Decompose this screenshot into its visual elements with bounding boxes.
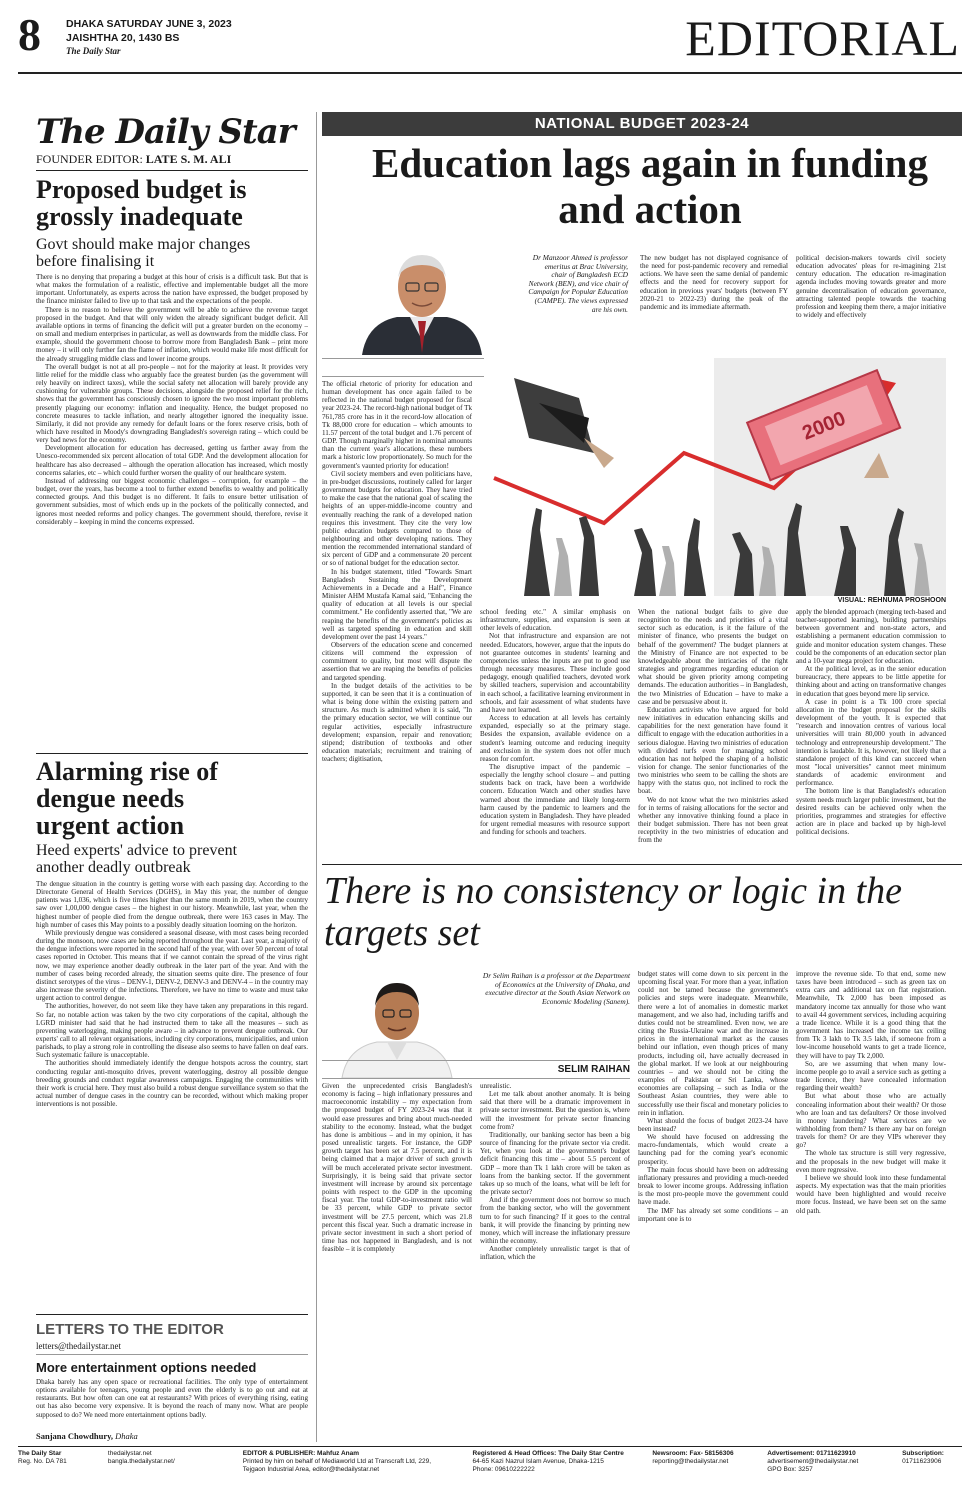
article1-para: Observers of the education scene and concerned citizens will commend the expression of commitment to quality, but most will dispute the assertion that we are reaping the benefits of policies and targeted spending. [322,641,472,682]
article2-para: Let me talk about another anomaly. It is being said that there will be a dramatic improvement in private sector investment. But the question is, where will the investment for private sector financing come from? [480,1090,630,1131]
editorial1-body [36,273,308,749]
article2-para: improve the revenue side. To that end, some new taxes have been introduced – such as green tax on extra cars and additional tax on flat registration. Meanwhile, Tk 2,000 has been imposed as mandatory income tax annually for those who want to avail 44 government services, including acquiring a trade licence. While it is a good thing that the government has increased the income tax ceiling from Tk 3 lakh to Tk 3.5 lakh, if someone from a low-income household wants to get a trade licence, they will have to pay Tk 2,000. [796,970,946,1060]
footer-col [902,1450,962,1490]
footer-col-title: The Daily Star [18,1450,62,1457]
svg-text:2000: 2000 [799,407,849,445]
founder-editor [36,152,231,167]
letter-text: Dhaka barely has any open space or recreational facilities. The only type of entertainment options available for teenagers, young people and even the elderly is to go out and eat at restaurants. But how often can one eat at restaurants? With prices of everything rising, eating out has also become very expensive. It is beyond the reach of many now. What are people supposed to do? We need more entertainment options badly. [36,1378,308,1419]
article2-para: What should the focus of budget 2023-24 have been instead? [638,1116,788,1133]
letter-place: Dhaka [115,1431,138,1441]
author1-bio: Dr Manzoor Ahmed is professor emeritus at Brac University, chair of Bangladesh ECD Network (BEN), and vice chair of Campaign for Popular Education (CAMPE). The views expressed are his own. [528,253,628,314]
article2-para: Given the unprecedented crisis Bangladesh's economy is facing – high inflationary pressures and macroeconomic instability – my expectation from the proposed budget of FY 2023-24 was that it would ease pressures and bring about much-needed stability to the economy. Instead, what the budget has done is ambitious – and in my opinion, it has posed unrealistic targets. For instance, the GDP growth target has been set at 7.5 percent, and it is being claimed that a major driver of such growth will be much accelerated private sector investment. Surprisingly, it is being said that private sector investment will increase by around six percentage points with respect to the GDP in the upcoming fiscal year. The total GDP-to-investment ratio will be 33 percent, while GDP to private sector investment will be 27.5 percent, which was 21.8 percent this fiscal year. Such a dramatic increase in private sector investment in such a short period of time has not happened in Bangladesh, and is not feasible – it is completely [322,1082,472,1254]
footer-col [652,1450,757,1490]
article2-para: We should have focused on addressing the macro-fundamentals, which would create a launching pad for the coming year's economic prosperity. [638,1133,788,1166]
article1-para: Education activists who have argued for bold new initiatives in education enhancing skills and capabilities for the next generation have found it difficult to engage with the education authorities in a serious dialogue. Having two ministries of education with divided turfs even for managing school education has not helped the shaping of a holistic vision for change. The senior functionaries of the two ministries who seem to be calling the shots are happy with the status quo, not inclined to rock the boat. [638,705,788,796]
kicker-text: NATIONAL BUDGET 2023-24 [534,115,750,132]
article1-para: A case in point is a Tk 100 crore special allocation in the budget proposal for the skills development of the youth. It is expected that "research and innovation centres of various local universities will train 80,000 youth in advanced technology and entrepreneurship development." The intention is laudable. It is, however, not likely that a standalone project of this kind can succeed when most "local universities" cannot meet minimum standards of academic environment and performance. [796,697,946,788]
article2-para: Another completely unrealistic target is that of inflation, which the [480,1245,630,1262]
letter-author: Sanjana Chowdhury, [36,1431,114,1441]
article1-col-b3 [796,608,946,860]
article2-para: budget states will come down to six percent in the upcoming fiscal year. For more than a year, inflation could not be tamed because the government's policies and steps were inadequate. Meanwhile, there were a lot of anomalies in domestic market management, and we also had, including tariffs and duties could not be streamlined. Even now, we are citing the Russia-Ukraine war and the increase in prices in the international market as the causes behind our inflation, even though prices of many products, including oil, have actually decreased in the global market. If we look at our neighbouring countries – and we should not be citing the examples of Pakistan or Sri Lanka, whose economies are collapsing – such as India or the Southeast Asian countries, they were able to successfully use their fiscal and monetary policies to rein in inflation. [638,970,788,1117]
letters-heading: LETTERS TO THE EDITOR [36,1321,224,1338]
article2-para: I believe we should look into these fundamental aspects. My expectation was that the main priorities would have been highlighted and would receive more focus. Instead, we have been set on the same old path. [796,1173,946,1215]
footer-col [473,1450,643,1490]
article-separator [322,864,962,865]
article1-para: Civil society members and even politicians have, in pre-budget discussions, routinely called for larger government budgets for education. They have tried to make the case that the national goal of scaling the heights of an upper-middle-income country and eventually reaching the rank of a developed nation requires this investment. They cite the very low public education budgets compared to those of neighbouring and other developing nations. They mention the recommended international standard of six percent of GDP and a commensurate 20 percent or so of national budget for the education sector. [322,469,472,568]
illustration-hands-money [484,358,946,596]
article2-para: The IMF has already set some conditions – an important one is to [638,1206,788,1223]
footer-col [767,1450,892,1490]
column-divider [316,112,317,1442]
article2-para: unrealistic. [480,1082,512,1090]
paper-name-small: The Daily Star [66,46,121,56]
founder-label: FOUNDER EDITOR: [36,152,143,166]
editorial1-para: There is no reason to believe the government will be able to achieve the revenue target proposed in the budget. And that will only widen the already significant budget deficit. All available options in terms of financing the deficit will put a greater burden on the economy – on small and medium enterprises in particular, as well as downwards from the middle class. For example, should the government choose to borrow more from Bangladesh Bank – print more money – it will only further fan the flame of inflation, which would make life most difficult for the already struggling middle class and lower income groups. [36,305,308,363]
editorial2-title: Alarming rise of dengue needs urgent action [36,757,218,840]
article2-para: And if the government does not borrow so much from the banking sector, who will the government turn to for such financing? If it goes to the central bank, it will provide the financing by printing new money, which will increase the inflationary pressure within the economy. [480,1196,630,1245]
editorial2-body [36,880,308,1305]
footer-col [243,1450,463,1490]
article2-col3 [638,970,788,1440]
article1-para: The bottom line is that Bangladesh's education system needs much larger public investment, but the desired results can be achieved only when the priorities, programmes and strategies for effective action are in place and backed up by high-level political decisions. [796,787,946,837]
author2-photo [322,968,472,1078]
date-line: DHAKA SATURDAY JUNE 3, 2023 [66,18,232,30]
editorial1-para: There is no denying that preparing a budget at this hour of crisis is a difficult task. But that is what makes the formulation of a realistic, effective and implementable budget all the more important. Unfortunately, as experts across the nation have expressed, the budget proposed by the finance minister failed to live up to that task and the expectations of the people. [36,273,308,306]
footer-col-title: Advertisement: 01711623910 [767,1450,856,1457]
sidebar-rule-3 [36,1314,308,1315]
letter-body [36,1378,308,1428]
footer-col-title: Registered & Head Offices: The Daily Star Centre [472,1450,624,1457]
bangla-date: JAISHTHA 20, 1430 BS [66,32,180,44]
article1-para: Not that infrastructure and expansion are not needed. Educators, however, argue that the inputs do not guarantee outcomes in students' learning and competencies unless the inputs are put to good use through necessary measures. These include good pedagogy, enough qualified teachers, devoted work by skilled teachers, supervision and accountability in each school, a facilitative learning environment in schools, and fair assessment of what students have and have not learned. [480,632,630,714]
footer-col-title: Newsroom: Fax- 58156306 [652,1450,734,1457]
article2-para: Traditionally, our banking sector has been a big source of financing for the private sector via credit. Yet, when you look at the government's budget deficit financing this time – about 5.5 percent of GDP – more than Tk 1 lakh crore will be taken as loans from the banking sector. If the government takes up so much of the loans, what will be left for the private sector? [480,1130,630,1197]
article1-para: In the budget details of the activities to be supported, it can be seen that it is a continuation of what is being done within the existing pattern and structure. As much is admitted when it is said, "In the primary education sector, we will continue our regular activities, especially infrastructure development; expansion, repair and renovation; stipend; distribution of textbooks and other education materials; recruitment and training of teachers; digitisation, [322,681,472,764]
article1-para: political decision-makers towards civil society education advocates' pleas for re-imagining 21st century education. The education re-imagination agenda includes moving towards greater and more genuine decentralisation of education governance, attracting talented people towards the teaching profession and keeping them there, a major initiative to widely and effectively [796,254,946,320]
author2-rule [322,1060,630,1061]
footer-col [108,1450,233,1490]
article1-para: Access to education at all levels has certainly expanded, especially so at the primary stage. Besides the expansion, available evidence on a student's learning outcome and reducing inequity and exclusion in the system does not offer much reason for comfort. [480,714,630,763]
editorial2-subtitle: Heed experts' advice to prevent another deadly outbreak [36,842,238,876]
portrait-selim [322,968,472,1078]
logo: The Daily Star [36,112,295,152]
letters-email[interactable]: letters@thedailystar.net [36,1341,122,1351]
sidebar-rule-2 [36,753,308,754]
author2-rule-bottom [322,1078,630,1079]
article1-para: We do not know what the two ministries asked for in terms of raising allocations for the sector and whether any innovative thinking found a place in their budget submission. There has not been great receptivity in the two ministries of education and from the [638,795,788,845]
footer-rule [18,1446,962,1447]
editorial1-title: Proposed budget is grossly inadequate [36,175,247,231]
article2-para: The main focus should have been on addressing inflationary pressures and providing a much-needed break to lower income groups. Addressing inflation is the most pro-people move the government could have made. [638,1165,788,1207]
footer-line: Reg. No. DA 781 [18,1458,67,1465]
article1-col-b1 [480,608,630,860]
footer-col [18,1450,98,1490]
letters-rule [36,1354,308,1355]
footer [18,1450,962,1490]
article2-col2 [480,1082,630,1440]
footer-line: GPO Box: 3257 [767,1466,813,1473]
footer-col-title: EDITOR & PUBLISHER: Mahfuz Anam [242,1450,360,1457]
editorial2-para: The authorities, however, do not seem like they have taken any preparations in this regard. So far, no notable action was taken by the two city corporations of the capital, although the LGRD minister had said that he had instructed them to take all the measures – such as preventing waterlogging, making people aware – in advance to prevent dengue outbreak. Our experts' call to all relevant organisations, including city corporations, municipalities, and union parishads, to play a strong role in controlling the disease also seems to have fallen on deaf ears. Such systematic failure is unacceptable. [36,1002,308,1060]
footer-line: Tejgaon Industrial Area, editor@thedailystar.net [242,1466,380,1473]
footer-line: reporting@thedailystar.net [652,1458,729,1465]
footer-line: 64-65 Kazi Nazrul Islam Avenue, Dhaka-1215 [472,1458,604,1465]
article1-col-b2 [638,608,788,860]
editorial2-para: While previously dengue was considered a seasonal disease, with most cases being recorded during the monsoon, now cases are being reported throughout the year. Last year, a majority of the dengue infections were reported in the second half of the year, with over 50 percent of total cases reported in October. This means that if we cannot contain the spread of the virus right now, we may experience another deadly outbreak in the later part of the year. And with the number of cases being recorded already, the situation seems quite dire. The presence of four distinct serotypes of the virus – DENV-1, DENV-2, DENV-3 and DENV-4 – in the country may also increase the severity of the infections. Therefore, we have no time to waste and must take urgent action to control dengue. [36,928,308,1003]
section-title: EDITORIAL [685,10,960,66]
sidebar-rule-1 [36,170,308,171]
article2-para: The whole tax structure is still very regressive, and the proposals in the new budget will make it even more regressive. [796,1149,946,1174]
article1-para: The new budget has not displayed cognisance of the need for post-pandemic recovery and remedial actions. We have seen the same denial of pandemic effects and the need for recovery support for education in previous years' budgets (between FY 2020-21 to 2022-23) during the peak of the pandemic and its immediate aftermath. [640,254,788,311]
editorial1-subtitle: Govt should make major changes before finalising it [36,236,251,270]
portrait-manzoor [322,245,522,355]
page-number: 8 [18,9,41,60]
letter-signature [36,1431,138,1441]
letter-title: More entertainment options needed [36,1360,257,1375]
footer-line: Phone: 09610222222 [472,1466,535,1473]
article2-para: So, are we assuming that when many low-income people go to avail a service such as getting a trade licence, they have concealed information regarding their wealth? [796,1059,946,1093]
article1-col-left [322,380,472,860]
budget-illustration [484,358,946,596]
article2-headline: There is no consistency or logic in the targets set [324,870,902,954]
article1-headline: Education lags again in funding and action [372,140,928,232]
editorial2-para: The authorities should immediately identify the dengue hotspots across the country, start conducting regular anti-mosquito drives, prevent waterlogging, destroy all possible dengue breeding grounds and conduct regular awareness campaigns. Engaging the communities with their work is crucial here. They must also build a robust dengue surveillance system so that the actual number of dengue cases in the country can be recorded, without which making proper interventions is not possible. [36,1059,308,1109]
author1-photo [322,245,522,355]
article1-para: At the political level, as in the senior education bureaucracy, there appears to be little appetite for thinking about and acting on transformative changes in education that goes beyond mere lip service. [796,665,946,698]
editorial2-para: The dengue situation in the country is getting worse with each passing day. According to the Directorate General of Health Services (DGHS), in May this year, the number of dengue patients was 1,036, which is five times higher than the same month in 2019, when the country saw over 1,00,000 dengue cases – the highest in our history. Meanwhile, last year, when the highest number of people died from the dengue outbreak, there were 163 cases in May. The high number of cases this May points to a possibly deadly situation looming on the horizon. [36,880,308,929]
article1-para: The official rhetoric of priority for education and human development has once again failed to be reflected in the national budget proposed for fiscal year 2023-24. The record-high national budget of Tk 761,785 crore has in it the record-low allocation of Tk 88,000 crore for education – which amounts to 11.57 percent of the total budget and 1.76 percent of GDP. Though marginally higher in nominal amounts than the current year's allocations, these numbers mark a historic low proportionately. So much for the government's vaunted priority for education! [322,380,472,470]
footer-line: 01711623906 [902,1458,942,1465]
author2-name: SELIM RAIHAN [557,1064,630,1075]
footer-line: Printed by him on behalf of Mediaworld Ltd at Transcraft Ltd, 229, [242,1458,432,1465]
article1-top-col1 [640,254,788,354]
editorial1-para: Development allocation for education has decreased, getting us farther away from the Unesco-recommended six percent allocation of total GDP. And the development allocation for healthcare has also decreased – although the operation allocation has increased, which mostly concerns salaries, etc – which could further worsen the quality of our healthcare system. [36,444,308,477]
article1-para: When the national budget fails to give due recognition to the needs and priorities of a vital sector such as education, is it the failure of the minister of finance, who presents the budget on behalf of the government? The budget planners at the Ministry of Finance are not expected to be knowledgeable about the intricacies of the right strategies and programmes regarding education or what should be given priority among competing demands. The education authorities – in Bangladesh, the two Ministries of Education – have to make a case and be persuasive about it. [638,608,788,706]
article1-para: In his budget statement, titled "Towards Smart Bangladesh Sustaining the Development Achievements in a Decade and a Half", Finance Minister AHM Mustafa Kamal said, "Enhancing the quality of education at all levels is our special commitment." He confidently asserted that, "We are reaping the benefits of the government's policies as well as targeted spending in education and skill development over the past 14 years." [322,567,472,641]
article2-col1 [322,1082,472,1440]
footer-line: advertisement@thedailystar.net [767,1458,859,1465]
footer-col-title: Subscription: [902,1450,944,1457]
author2-bio: Dr Selim Raihan is a professor at the Department of Economics at the University of Dhaka, and executive director at the South Asian Network on Economic Modeling (Sanem). [482,971,630,1006]
founder-name: LATE S. M. ALI [145,152,232,166]
article1-top-col2 [796,254,946,354]
article2-para: But what about those who are actually concealing information about their wealth? Or those who are loan and tax defaulters? Or those involved in money laundering? What services are we withholding from them? Is there any bar on foreign travels for them? Or are they VIPs wherever they go? [796,1092,946,1150]
article1-para: apply the blended approach (merging tech-based and teacher-supported learning), building partnerships between government and non-state actors, and establishing a permanent education commission to guide and monitor education system changes. These could be the components of an education sector plan and a 10-year mega project for education. [796,608,946,665]
masthead-rule [18,72,962,74]
article2-col4 [796,970,946,1440]
editorial1-para: Instead of addressing our biggest economic challenges – corruption, for example – the budget, over the years, has become a tool to further extend benefits to wealthy and politically connected groups. And this budget is no different. It fails to ensure better utilisation of government subsidies, most of which ends up in the pockets of the politically connected, and ignores most needed reforms and policy changes. The government should, therefore, revise it considerably – keeping in mind the concerns expressed. [36,476,308,526]
article1-para: school feeding etc." A similar emphasis on infrastructure, supplies, and expansion is seen at other levels of education. [480,608,630,633]
article1-para: The disruptive impact of the pandemic – especially the lengthy school closure – and putting students back on track, have been a worldwide concern. Education Watch and other studies have warned about the immediate and likely long-term harm caused by the pandemic to learners and the education system in Bangladesh. They have pleaded for urgent remedial measures with resource support and funding for schools and teachers. [480,762,630,837]
footer-link[interactable]: thedailystar.net [107,1450,152,1457]
image-credit: VISUAL: REHNUMA PROSHOON [837,597,946,604]
editorial1-para: The overall budget is not at all pro-people – not for the majority at least. It provides very little relief for the middle class who arguably face the greatest burden (as the government will rely heavily on indirect taxes), while the social safety net allocation will barely provide any cushioning for vulnerable groups. These decisions, alongside the proposed relief for the rich, shows that the government has consciously chosen to ignore the two most important problems presently plaguing our economy: inflation and inequality. Hence, the budget proposed no concrete measures to tackle inflation, and nearly altogether ignored the inequality issue. Similarly, it did not provide any remedy for default loans or the forex reserve crisis, both of which have resulted in Moody's downgrading Bangladesh's sovereign rating – which could be very bad news for the economy. [36,362,308,445]
footer-link[interactable]: bangla.thedailystar.net/ [107,1458,175,1465]
